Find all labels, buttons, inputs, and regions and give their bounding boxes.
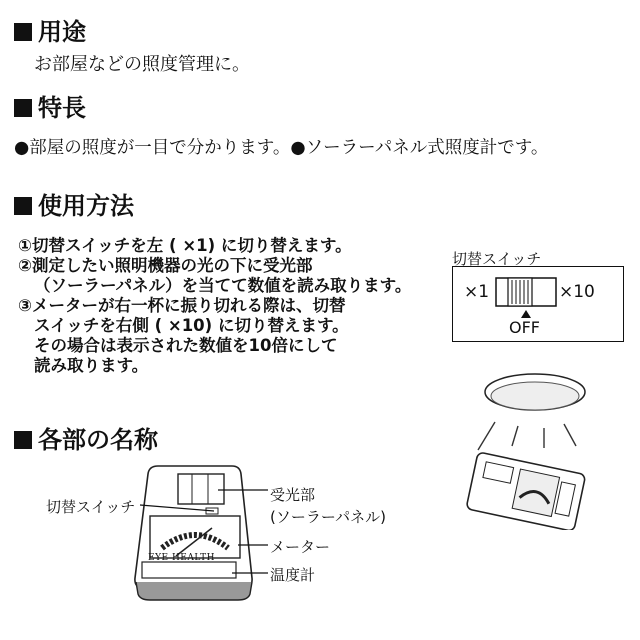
switch-right-label: ×10 [559, 282, 595, 302]
step-line: ②測定したい照明機器の光の下に受光部 [18, 256, 313, 275]
label-sensor-line1: 受光部 [270, 486, 316, 504]
step-line: ③メーターが右一杯に振り切れる際は、切替 [18, 296, 346, 315]
step-line: その場合は表示された数値を10倍にして [34, 336, 338, 355]
label-meter: メーター [270, 538, 331, 556]
switch-off-label: OFF [509, 318, 540, 337]
label-sensor-line2: (ソーラーパネル) [270, 508, 386, 526]
switch-left-label: ×1 [464, 282, 490, 302]
step-line: （ソーラーパネル）を当てて数値を読み取ります。 [34, 276, 412, 295]
switch-diagram-title: 切替スイッチ [452, 250, 542, 268]
usage-text: お部屋などの照度管理に。 [34, 54, 250, 75]
label-thermometer: 温度計 [270, 566, 316, 584]
howto-heading-text: 使用方法 [38, 192, 134, 220]
features-text: ●部屋の照度が一目で分かります。●ソーラーパネル式照度計です。 [14, 138, 549, 158]
label-switch: 切替スイッチ [46, 498, 136, 516]
step-line: スイッチを右側 ( ×10) に切り替えます。 [34, 316, 349, 335]
step-line: 読み取ります。 [34, 356, 149, 375]
step-line: ①切替スイッチを左 ( ×1) に切り替えます。 [18, 236, 352, 255]
device-brand-label: EYE HEALTH [148, 553, 215, 563]
usage-heading-text: 用途 [38, 18, 86, 46]
features-heading-text: 特長 [38, 94, 86, 122]
parts-heading-text: 各部の名称 [38, 426, 158, 454]
